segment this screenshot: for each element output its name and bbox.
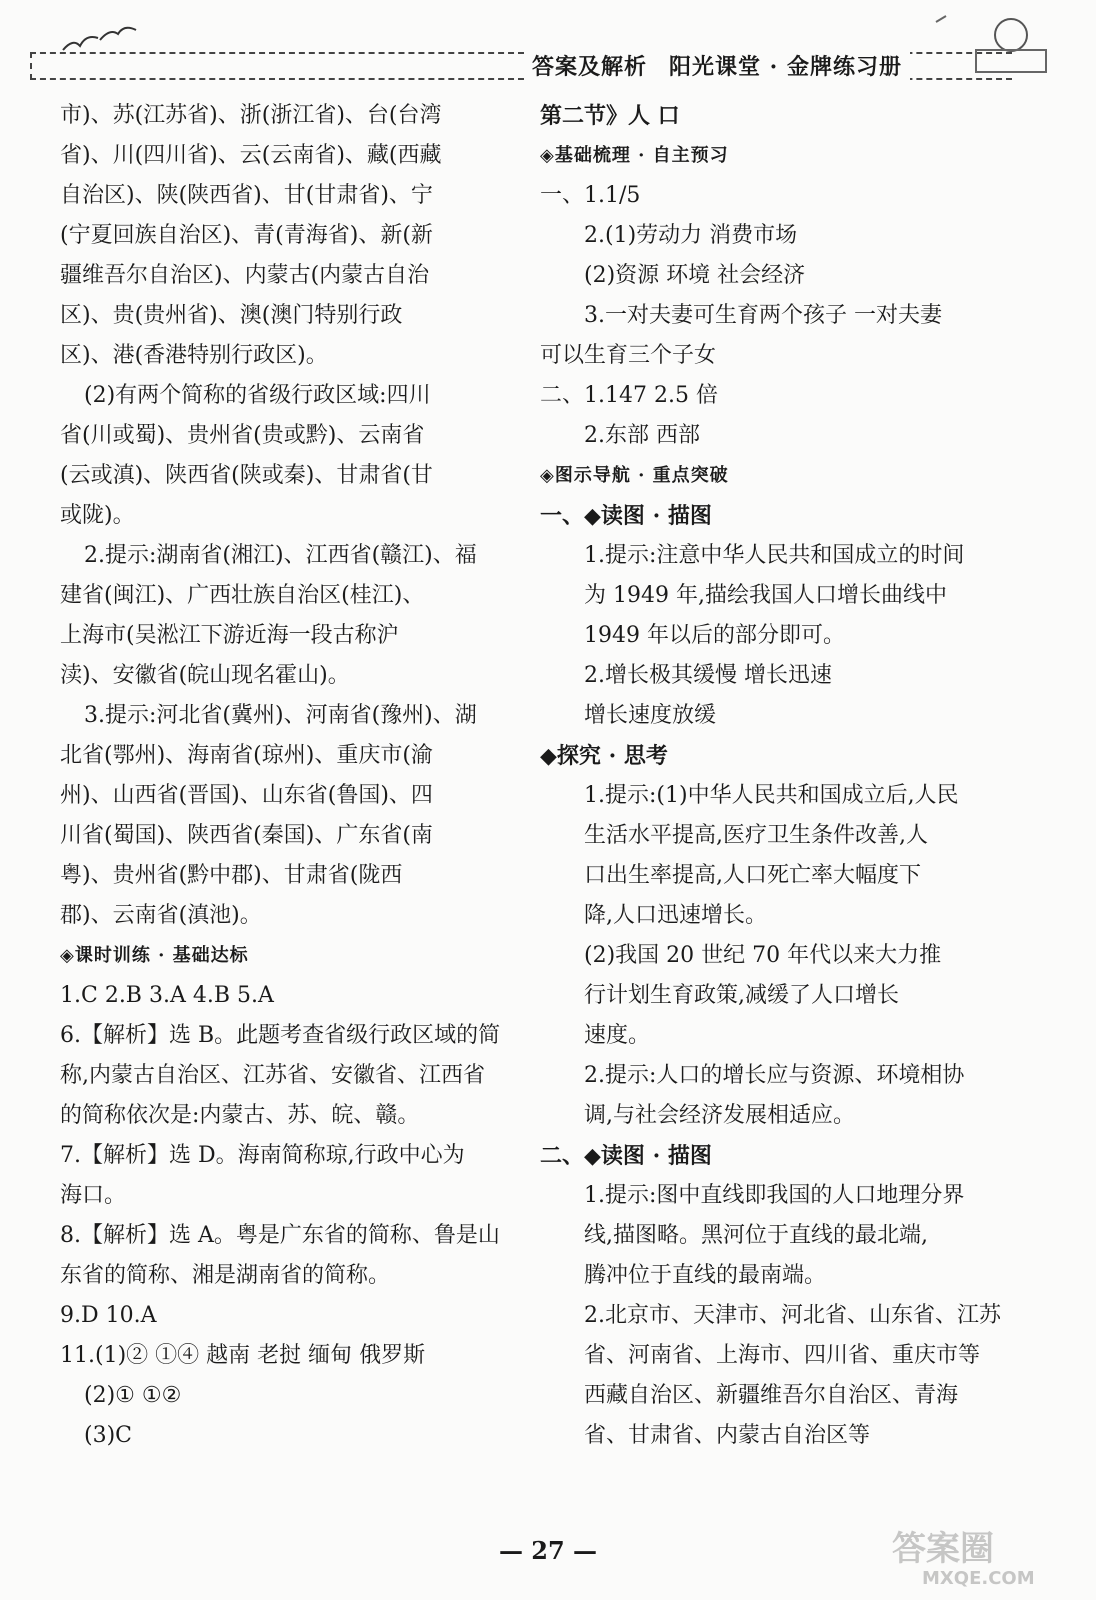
page-number: — 27 — bbox=[498, 1536, 598, 1565]
page-header bbox=[30, 44, 1010, 78]
left-text-line: 粤)、贵州省(黔中郡)、甘肃省(陇西 bbox=[60, 863, 403, 888]
left-text-line: 9.D 10.A bbox=[60, 1303, 157, 1328]
left-text-line: 上海市(吴淞江下游近海一段古称沪 bbox=[60, 623, 399, 648]
right-text-line: 一、◆读图 · 描图 bbox=[540, 503, 712, 529]
watermark-logo bbox=[882, 1522, 1082, 1592]
left-text-line: ◈课时训练 · 基础达标 bbox=[60, 945, 249, 966]
right-text-line: 二、◆读图 · 描图 bbox=[540, 1143, 712, 1169]
right-text-line: 降,人口迅速增长。 bbox=[584, 903, 767, 928]
right-text-line: 腾冲位于直线的最南端。 bbox=[584, 1263, 827, 1288]
right-text-line: 西藏自治区、新疆维吾尔自治区、青海 bbox=[584, 1383, 959, 1408]
left-text-line: 建省(闽江)、广西壮族自治区(桂江)、 bbox=[60, 583, 425, 608]
left-text-line: 11.(1)② ①④ 越南 老挝 缅甸 俄罗斯 bbox=[60, 1343, 426, 1368]
left-column bbox=[60, 96, 520, 1456]
left-text-line: 郡)、云南省(滇池)。 bbox=[60, 903, 262, 928]
right-text-line: 增长速度放缓 bbox=[584, 703, 717, 728]
left-text-line: 自治区)、陕(陕西省)、甘(甘肃省)、宁 bbox=[60, 183, 433, 208]
right-text-line: 线,描图略。黑河位于直线的最北端, bbox=[584, 1223, 928, 1248]
birds-icon bbox=[58, 20, 138, 60]
right-text-line: 1.提示:图中直线即我国的人口地理分界 bbox=[584, 1183, 965, 1208]
right-text-line: 1.提示:注意中华人民共和国成立的时间 bbox=[584, 543, 965, 568]
right-text-line: 省、河南省、上海市、四川省、重庆市等 bbox=[584, 1343, 981, 1368]
right-text-line: 二、1.147 2.5 倍 bbox=[540, 383, 718, 408]
left-text-line: 渎)、安徽省(皖山现名霍山)。 bbox=[60, 663, 350, 688]
right-text-line: 口出生率提高,人口死亡率大幅度下 bbox=[584, 863, 921, 888]
right-text-line: ◆探究 · 思考 bbox=[540, 743, 668, 769]
right-text-line: 一、1.1/5 bbox=[540, 183, 641, 208]
header-right-title: 阳光课堂 · 金牌练习册 bbox=[669, 54, 902, 80]
right-text-line: (2)资源 环境 社会经济 bbox=[584, 263, 806, 288]
svg-text:MXQE.COM: MXQE.COM bbox=[922, 1568, 1035, 1589]
left-text-line: (2)① ①② bbox=[84, 1383, 182, 1408]
left-text-line: 6.【解析】选 B。此题考查省级行政区域的简 bbox=[60, 1023, 501, 1048]
left-text-line: 2.提示:湖南省(湘江)、江西省(赣江)、福 bbox=[84, 543, 477, 568]
left-text-line: 3.提示:河北省(冀州)、河南省(豫州)、湖 bbox=[84, 703, 477, 728]
right-text-line: 1949 年以后的部分即可。 bbox=[584, 623, 845, 648]
left-text-line: 省)、川(四川省)、云(云南省)、藏(西藏 bbox=[60, 143, 442, 168]
left-text-line: 7.【解析】选 D。海南简称琼,行政中心为 bbox=[60, 1143, 465, 1168]
right-text-line: (2)我国 20 世纪 70 年代以来大力推 bbox=[584, 943, 942, 968]
svg-text:答案圈: 答案圈 bbox=[892, 1529, 994, 1569]
right-text-line: 第二节》人 口 bbox=[540, 103, 680, 129]
header-title bbox=[524, 50, 910, 81]
left-text-line: (云或滇)、陕西省(陕或秦)、甘肃省(甘 bbox=[60, 463, 433, 488]
right-text-line: 2.(1)劳动力 消费市场 bbox=[584, 223, 798, 248]
left-text-line: 省(川或蜀)、贵州省(贵或黔)、云南省 bbox=[60, 423, 425, 448]
right-text-line: 可以生育三个子女 bbox=[540, 343, 717, 368]
header-decoration-icon bbox=[916, 10, 1056, 80]
left-text-line: 川省(蜀国)、陕西省(秦国)、广东省(南 bbox=[60, 823, 433, 848]
left-text-line: 疆维吾尔自治区)、内蒙古(内蒙古自治 bbox=[60, 263, 430, 288]
left-text-line: (3)C bbox=[84, 1423, 132, 1448]
right-text-line: 生活水平提高,医疗卫生条件改善,人 bbox=[584, 823, 928, 848]
left-text-line: 区)、贵(贵州省)、澳(澳门特别行政 bbox=[60, 303, 403, 328]
right-text-line: 2.北京市、天津市、河北省、山东省、江苏 bbox=[584, 1303, 1001, 1328]
right-text-line: 2.东部 西部 bbox=[584, 423, 700, 448]
right-text-line: 1.提示:(1)中华人民共和国成立后,人民 bbox=[584, 783, 959, 808]
left-text-line: 的简称依次是:内蒙古、苏、皖、赣。 bbox=[60, 1103, 420, 1128]
right-column bbox=[540, 96, 1015, 1456]
right-text-line: 为 1949 年,描绘我国人口增长曲线中 bbox=[584, 583, 947, 608]
header-left-title: 答案及解析 bbox=[532, 54, 648, 80]
left-text-line: 称,内蒙古自治区、江苏省、安徽省、江西省 bbox=[60, 1063, 485, 1088]
right-text-line: 3.一对夫妻可生育两个孩子 一对夫妻 bbox=[584, 303, 942, 328]
left-text-line: 北省(鄂州)、海南省(琼州)、重庆市(渝 bbox=[60, 743, 433, 768]
left-text-line: 海口。 bbox=[60, 1183, 127, 1208]
right-text-line: 2.提示:人口的增长应与资源、环境相协 bbox=[584, 1063, 965, 1088]
right-text-line: 调,与社会经济发展相适应。 bbox=[584, 1103, 855, 1128]
right-text-line: 2.增长极其缓慢 增长迅速 bbox=[584, 663, 832, 688]
right-text-line: 省、甘肃省、内蒙古自治区等 bbox=[584, 1423, 871, 1448]
left-text-line: (2)有两个简称的省级行政区域:四川 bbox=[84, 383, 431, 408]
right-text-line: 速度。 bbox=[584, 1023, 651, 1048]
left-text-line: 区)、港(香港特别行政区)。 bbox=[60, 343, 328, 368]
left-text-line: (宁夏回族自治区)、青(青海省)、新(新 bbox=[60, 223, 433, 248]
right-text-line: 行计划生育政策,减缓了人口增长 bbox=[584, 983, 899, 1008]
left-text-line: 或陇)。 bbox=[60, 503, 135, 528]
left-text-line: 市)、苏(江苏省)、浙(浙江省)、台(台湾 bbox=[60, 103, 442, 128]
left-text-line: 州)、山西省(晋国)、山东省(鲁国)、四 bbox=[60, 783, 433, 808]
left-text-line: 8.【解析】选 A。粤是广东省的简称、鲁是山 bbox=[60, 1223, 500, 1248]
right-text-line: ◈基础梳理 · 自主预习 bbox=[540, 145, 729, 166]
left-text-line: 东省的简称、湘是湖南省的简称。 bbox=[60, 1263, 391, 1288]
right-text-line: ◈图示导航 · 重点突破 bbox=[540, 465, 729, 486]
left-text-line: 1.C 2.B 3.A 4.B 5.A bbox=[60, 983, 274, 1008]
